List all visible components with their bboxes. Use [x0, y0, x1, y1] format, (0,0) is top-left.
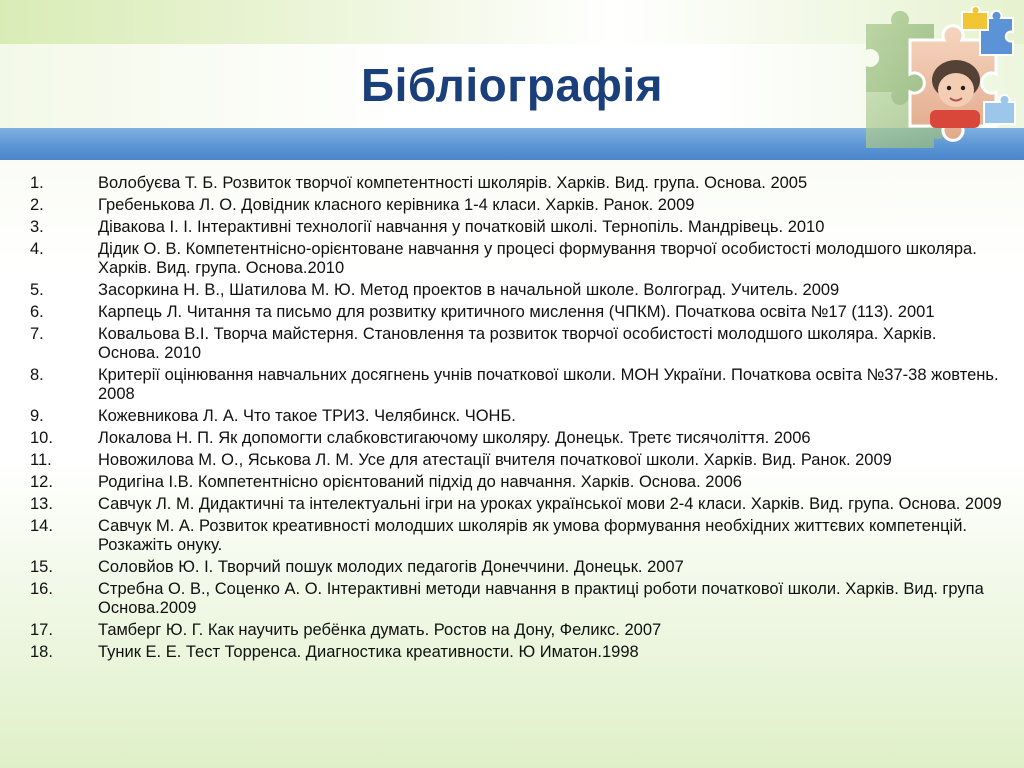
item-number: 9.: [30, 407, 44, 425]
item-number: 15.: [30, 558, 53, 576]
list-item: [30, 325, 1010, 363]
list-item: [30, 580, 1010, 618]
item-text: Родигіна І.В. Компетентнісно орієнтований підхід до навчання. Харків. Основа. 2006: [98, 473, 742, 491]
bibliography-list: [30, 174, 1010, 665]
list-item: [30, 621, 1010, 640]
list-item: [30, 366, 1010, 404]
item-number: 10.: [30, 429, 53, 447]
item-number: 2.: [30, 196, 44, 214]
item-text: Дівакова І. І. Інтерактивні технології навчання у початковій школі. Тернопіль. Мандрівець. 2010: [98, 218, 825, 236]
item-text: Савчук М. А. Розвиток креативності молодших школярів як умова формування необхідних життєвих компетенцій. Розкажіть онуку.: [98, 517, 968, 554]
slide-title: Бібліографія: [361, 59, 663, 111]
item-number: 18.: [30, 643, 53, 661]
item-text: Волобуєва Т. Б. Розвиток творчої компетентності школярів. Харків. Вид. група. Основа. 2005: [98, 174, 808, 192]
puzzle-picture: [858, 6, 1020, 156]
list-item: [30, 303, 1010, 322]
item-number: 5.: [30, 281, 44, 299]
item-number: 11.: [30, 451, 52, 469]
list-item: [30, 451, 1010, 470]
item-text: Ковальова В.І. Творча майстерня. Становлення та розвиток творчої особистості молодшого школяра. Харків. Основа. 2010: [98, 325, 937, 362]
list-item: [30, 495, 1010, 514]
item-text: Тамберг Ю. Г. Как научить ребёнка думать. Ростов на Дону, Феликс. 2007: [98, 621, 662, 639]
list-item: [30, 429, 1010, 448]
item-number: 14.: [30, 517, 53, 535]
item-text: Соловйов Ю. І. Творчий пошук молодих педагогів Донеччини. Донецьк. 2007: [98, 558, 684, 576]
item-number: 13.: [30, 495, 53, 513]
list-item: [30, 174, 1010, 193]
item-text: Дідик О. В. Компетентнісно-орієнтоване навчання у процесі формування творчої особистості молодшого школяра. Харків. Вид. група. Основа.2010: [98, 240, 977, 277]
item-text: Локалова Н. П. Як допомогти слабковстигаючому школяру. Донецьк. Третє тисячоліття. 2006: [98, 429, 811, 447]
item-number: 6.: [30, 303, 44, 321]
item-text: Гребенькова Л. О. Довідник класного керівника 1-4 класи. Харків. Ранок. 2009: [98, 196, 695, 214]
item-text: Засоркина Н. В., Шатилова М. Ю. Метод проектов в начальной школе. Волгоград. Учитель. 2009: [98, 281, 840, 299]
item-number: 7.: [30, 325, 44, 343]
list-item: [30, 643, 1010, 662]
list-item: [30, 218, 1010, 237]
item-text: Карпець Л. Читання та письмо для розвитку критичного мислення (ЧПКМ). Початкова освіта №17 (113). 2001: [98, 303, 935, 321]
item-number: 8.: [30, 366, 44, 384]
list-item: [30, 240, 1010, 278]
item-number: 12.: [30, 473, 53, 491]
list-item: [30, 196, 1010, 215]
list-item: [30, 558, 1010, 577]
item-number: 17.: [30, 621, 53, 639]
list-item: [30, 281, 1010, 300]
item-number: 16.: [30, 580, 53, 598]
list-item: [30, 517, 1010, 555]
item-text: Критерії оцінювання навчальних досягнень учнів початкової школи. МОН України. Початкова освіта №37-38 жовтень. 2008: [98, 366, 999, 403]
item-number: 4.: [30, 240, 44, 258]
item-text: Туник Е. Е. Тест Торренса. Диагностика креативности. Ю Иматон.1998: [98, 643, 639, 661]
item-text: Стребна О. В., Соценко А. О. Інтерактивні методи навчання в практиці роботи початкової школи. Харків. Вид. група Основа.2009: [98, 580, 984, 617]
item-text: Кожевникова Л. А. Что такое ТРИЗ. Челябинск. ЧОНБ.: [98, 407, 516, 425]
item-text: Савчук Л. М. Дидактичні та інтелектуальні ігри на уроках української мови 2-4 класи. Харків. Вид. група. Основа. 2009: [98, 495, 1002, 513]
list-item: [30, 473, 1010, 492]
item-number: 1.: [30, 174, 44, 192]
item-text: Новожилова М. О., Яськова Л. М. Усе для атестації вчителя початкової школи. Харків. Вид. Ранок. 2009: [98, 451, 892, 469]
list-item: [30, 407, 1010, 426]
item-number: 3.: [30, 218, 44, 236]
